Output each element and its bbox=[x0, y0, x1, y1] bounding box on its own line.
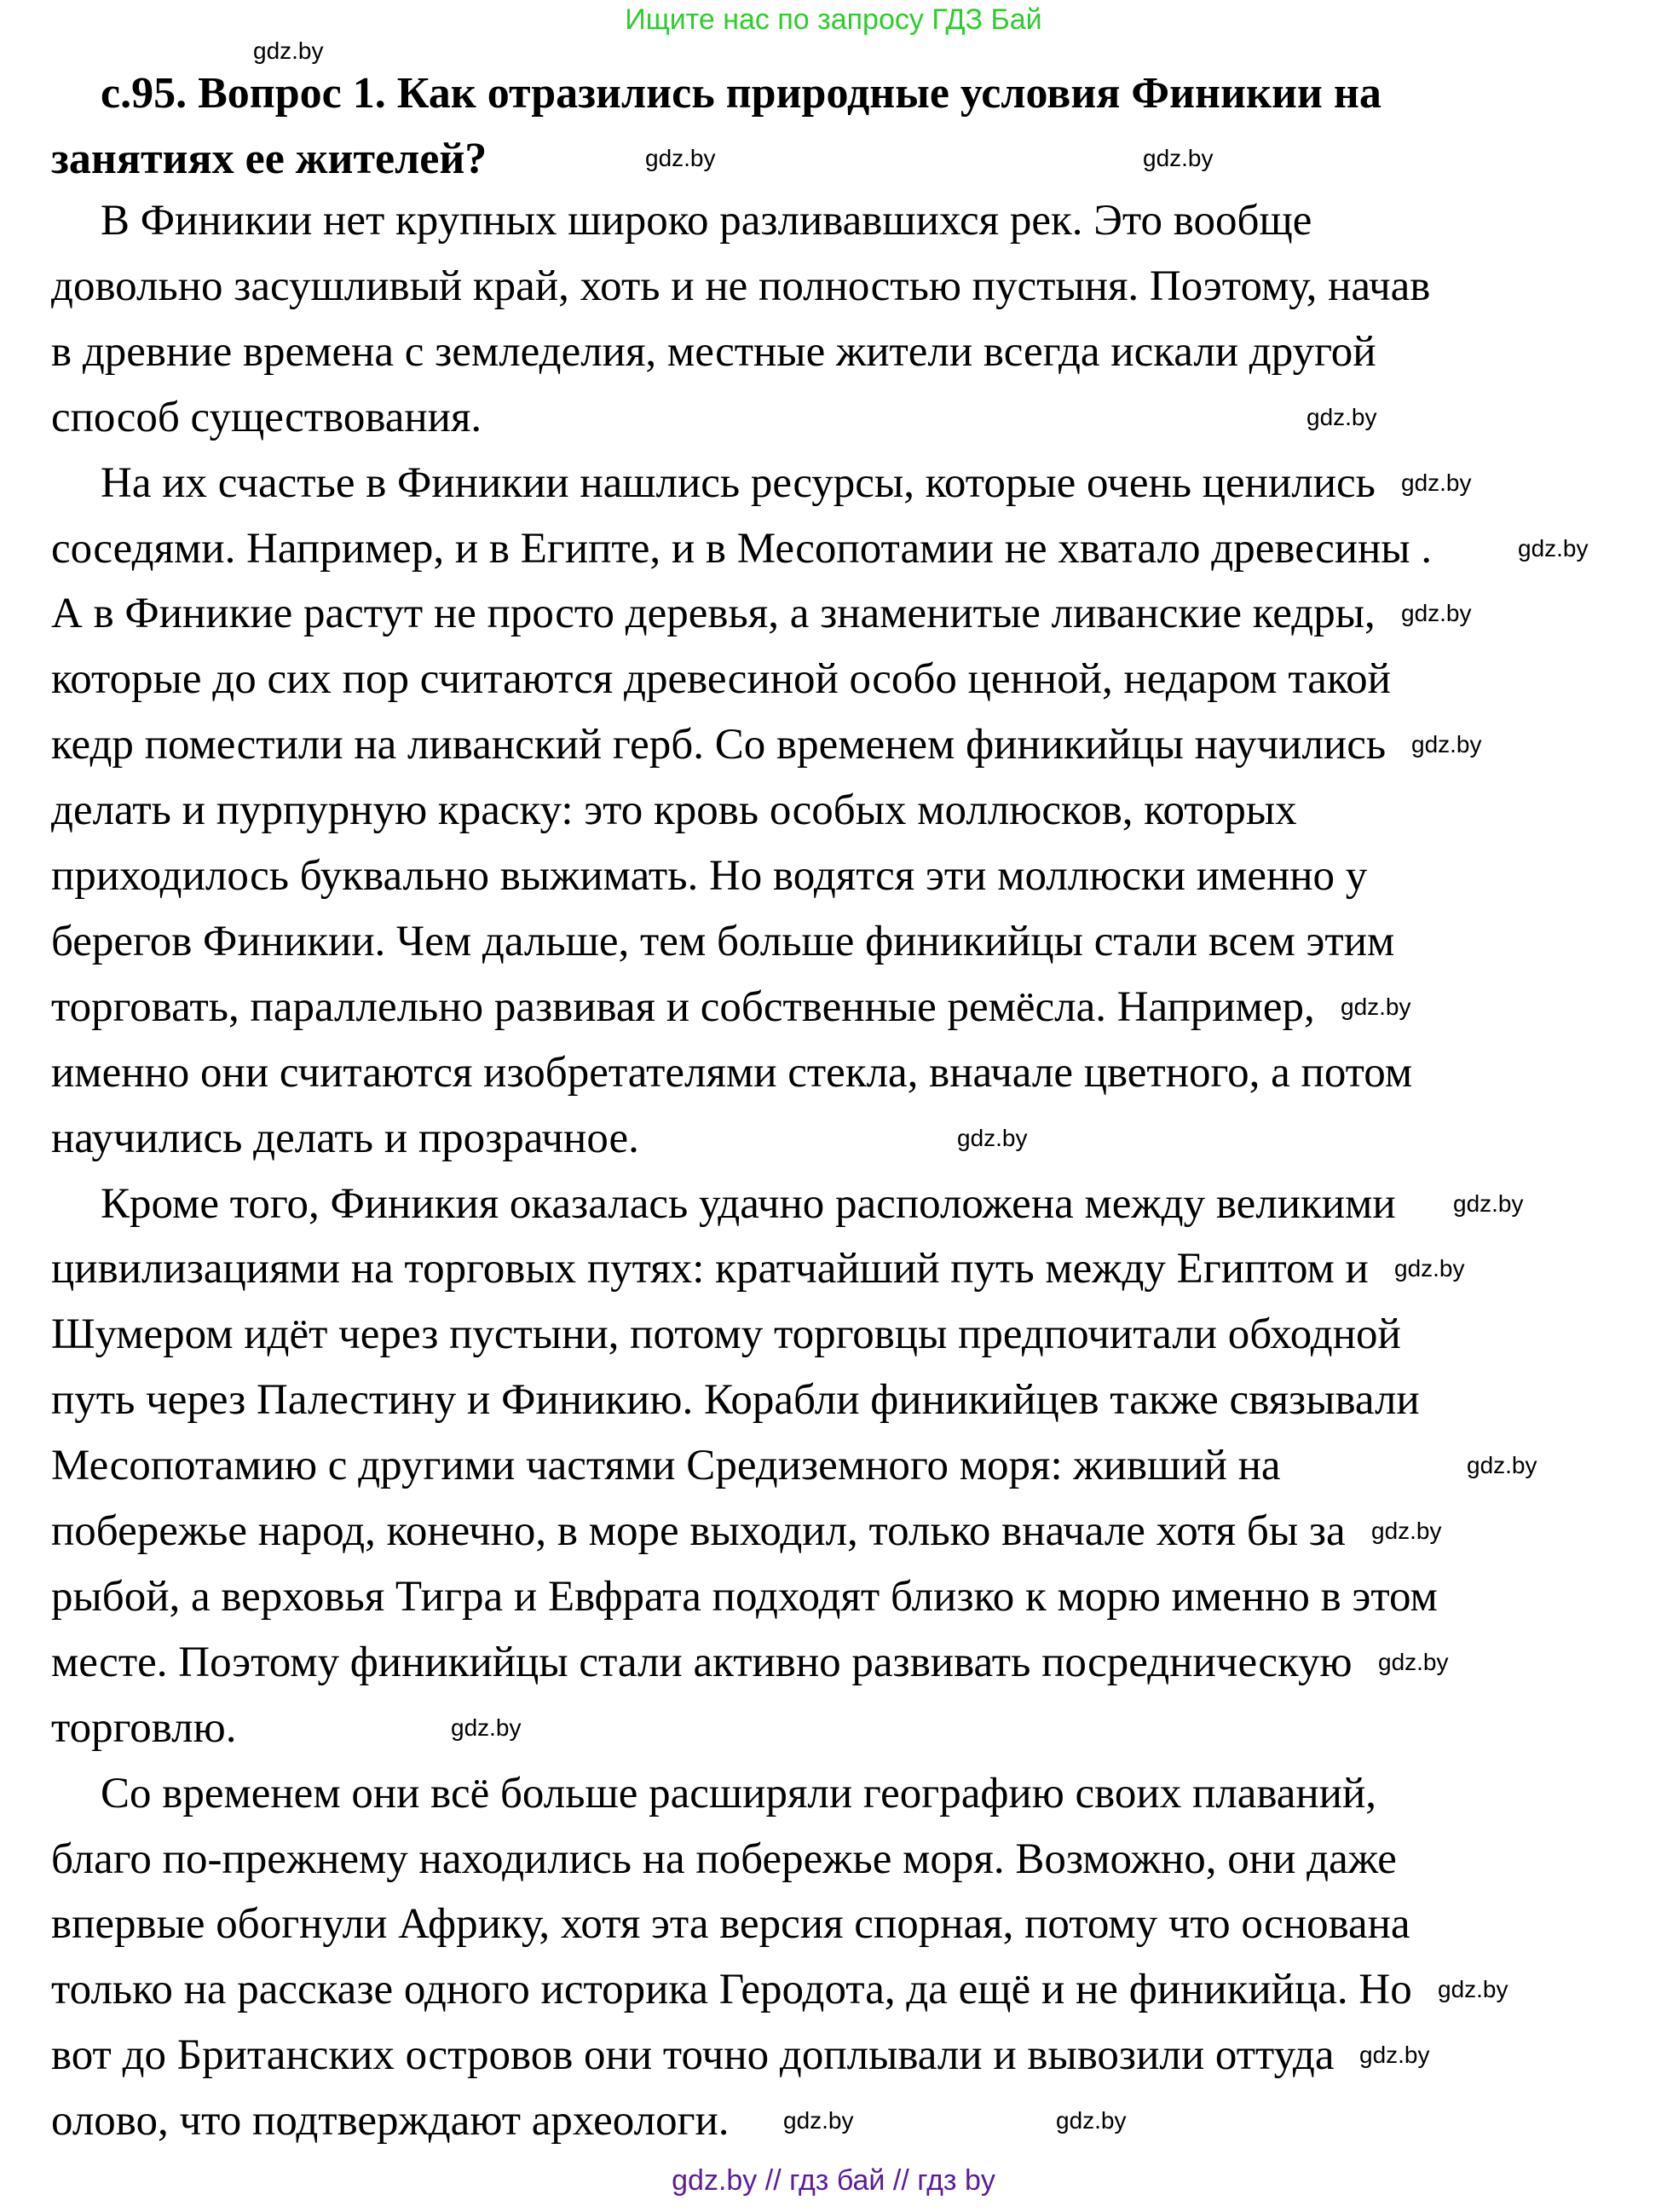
text-line: рыбой, а верховья Тигра и Евфрата подходят близко к морю именно в этом bbox=[51, 1573, 1438, 1621]
text-line: путь через Палестину и Финикию. Корабли финикийцев также связывали bbox=[51, 1376, 1420, 1424]
watermark: gdz.by bbox=[1453, 1190, 1524, 1217]
text-line: берегов Финикии. Чем дальше, тем больше финикийцы стали всем этим bbox=[51, 918, 1395, 965]
text-line: Кроме того, Финикия оказалась удачно расположена между великими bbox=[101, 1180, 1396, 1228]
search-banner: Ищите нас по запросу ГДЗ Бай bbox=[625, 3, 1042, 36]
watermark: gdz.by bbox=[783, 2107, 854, 2134]
watermark: gdz.by bbox=[253, 37, 324, 64]
text-line: месте. Поэтому финикийцы стали активно развивать посредническую bbox=[51, 1639, 1353, 1686]
text-line: способ существования. bbox=[51, 394, 482, 441]
text-line: В Финикии нет крупных широко разливавшихся рек. Это вообще bbox=[101, 197, 1312, 245]
watermark: gdz.by bbox=[1401, 469, 1472, 496]
watermark: gdz.by bbox=[1143, 145, 1214, 171]
watermark: gdz.by bbox=[1467, 1452, 1537, 1478]
text-line: кедр поместили на ливанский герб. Со временем финикийцы научились bbox=[51, 721, 1387, 769]
watermark: gdz.by bbox=[1359, 2042, 1430, 2068]
text-line: впервые обогнули Африку, хотя эта версия спорная, потому что основана bbox=[51, 1900, 1410, 1948]
text-line: Месопотамию с другими частями Средиземного моря: живший на bbox=[51, 1442, 1281, 1489]
title-line: занятиях ее жителей? bbox=[51, 135, 487, 183]
watermark: gdz.by bbox=[1394, 1255, 1465, 1282]
text-line: побережье народ, конечно, в море выходил, только вначале хотя бы за bbox=[51, 1507, 1346, 1555]
text-line: торговлю. bbox=[51, 1704, 237, 1752]
text-line: соседями. Например, и в Египте, и в Месопотамии не хватало древесины . bbox=[51, 525, 1433, 573]
text-line: цивилизациями на торговых путях: кратчайший путь между Египтом и bbox=[51, 1245, 1369, 1293]
text-line: олово, что подтверждают археологи. bbox=[51, 2097, 730, 2145]
text-line: довольно засушливый край, хоть и не полностью пустыня. Поэтому, начав bbox=[51, 262, 1431, 310]
watermark: gdz.by bbox=[645, 145, 716, 171]
watermark: gdz.by bbox=[1378, 1649, 1449, 1675]
text-line: благо по-прежнему находились на побережье моря. Возможно, они даже bbox=[51, 1835, 1397, 1883]
footer-links[interactable]: gdz.by // гдз бай // гдз by bbox=[672, 2164, 995, 2197]
watermark: gdz.by bbox=[1401, 600, 1472, 626]
text-line: Со временем они всё больше расширяли географию своих плаваний, bbox=[101, 1770, 1377, 1817]
watermark: gdz.by bbox=[1056, 2107, 1127, 2134]
watermark: gdz.by bbox=[1306, 404, 1377, 430]
text-line: которые до сих пор считаются древесиной особо ценной, недаром такой bbox=[51, 655, 1391, 703]
text-line: торговать, параллельно развивая и собственные ремёсла. Например, bbox=[51, 983, 1315, 1031]
watermark: gdz.by bbox=[957, 1125, 1028, 1151]
text-line: Шумером идёт через пустыни, потому торговцы предпочитали обходной bbox=[51, 1310, 1401, 1358]
watermark: gdz.by bbox=[451, 1714, 522, 1741]
text-line: На их счастье в Финикии нашлись ресурсы, которые очень ценились bbox=[101, 459, 1376, 507]
title-line: с.95. Вопрос 1. Как отразились природные условия Финикии на bbox=[101, 69, 1381, 118]
text-line: в древние времена с земледелия, местные жители всегда искали другой bbox=[51, 328, 1376, 376]
watermark: gdz.by bbox=[1371, 1518, 1442, 1544]
watermark: gdz.by bbox=[1518, 535, 1589, 562]
text-line: вот до Британских островов они точно доплывали и вывозили оттуда bbox=[51, 2031, 1335, 2079]
text-line: А в Финикие растут не просто деревья, а знаменитые ливанские кедры, bbox=[51, 590, 1376, 637]
watermark: gdz.by bbox=[1411, 731, 1482, 757]
text-line: научились делать и прозрачное. bbox=[51, 1115, 639, 1162]
text-line: приходилось буквально выжимать. Но водятся эти моллюски именно у bbox=[51, 852, 1368, 900]
text-line: именно они считаются изобретателями стекла, вначале цветного, а потом bbox=[51, 1049, 1413, 1097]
watermark: gdz.by bbox=[1341, 994, 1411, 1020]
watermark: gdz.by bbox=[1438, 1976, 1508, 2002]
text-line: делать и пурпурную краску: это кровь особых моллюсков, которых bbox=[51, 786, 1297, 834]
text-line: только на рассказе одного историка Геродота, да ещё и не финикийца. Но bbox=[51, 1966, 1412, 2013]
